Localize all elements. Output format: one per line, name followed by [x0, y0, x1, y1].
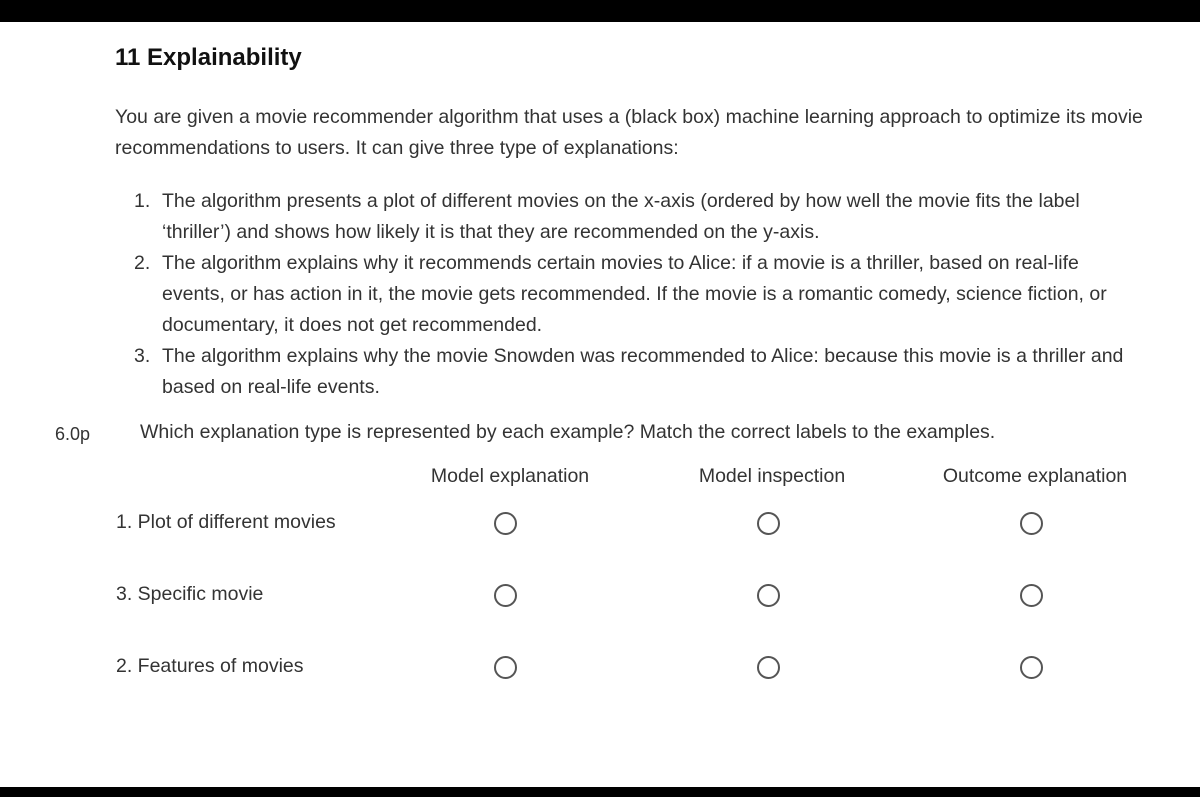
list-item-text: The algorithm explains why the movie Snowden was recommended to Alice: because this movie is a thriller and based on real-life events. [162, 345, 1124, 398]
column-header-model-explanation: Model explanation [430, 465, 590, 487]
list-item-number: 1. [134, 190, 151, 212]
list-item-number: 3. [134, 345, 151, 367]
radio-row1-model-explanation[interactable] [494, 512, 517, 535]
radio-row2-model-explanation[interactable] [494, 584, 517, 607]
radio-row3-model-explanation[interactable] [494, 656, 517, 679]
radio-row3-outcome-explanation[interactable] [1020, 656, 1043, 679]
question-title: 11 Explainability [115, 44, 302, 71]
list-item [115, 186, 1145, 248]
row-label-plot-of-different-movies: 1. Plot of different movies [116, 511, 336, 533]
radio-row1-outcome-explanation[interactable] [1020, 512, 1043, 535]
list-item [115, 341, 1145, 403]
points-label: 6.0p [55, 424, 91, 444]
radio-row3-model-inspection[interactable] [757, 656, 780, 679]
row-label-specific-movie: 3. Specific movie [116, 583, 264, 605]
list-item-number: 2. [134, 252, 151, 274]
list-item-text: The algorithm presents a plot of different movies on the x-axis (ordered by how well the movie fits the label ‘thriller’) and shows how likely it is that they are recommended on the y-axis. [162, 190, 1080, 243]
question-intro: You are given a movie recommender algorithm that uses a (black box) machine learning approach to optimize its movie recommendations to users. It can give three type of explanations: [115, 106, 1143, 159]
radio-row2-outcome-explanation[interactable] [1020, 584, 1043, 607]
list-item-text: The algorithm explains why it recommends certain movies to Alice: if a movie is a thriller, based on real-life events, or has action in it, the movie gets recommended. If the movie is a romantic comedy, science fiction, or documentary, it does not get recommended. [162, 252, 1107, 336]
exam-page [0, 22, 1200, 787]
examples-list [115, 186, 1145, 403]
list-item [115, 248, 1145, 341]
radio-row1-model-inspection[interactable] [757, 512, 780, 535]
radio-row2-model-inspection[interactable] [757, 584, 780, 607]
question-prompt: Which explanation type is represented by each example? Match the correct labels to the examples. [140, 421, 996, 443]
row-label-features-of-movies: 2. Features of movies [116, 655, 304, 677]
column-header-outcome-explanation: Outcome explanation [942, 465, 1128, 487]
column-header-model-inspection: Model inspection [698, 465, 846, 487]
